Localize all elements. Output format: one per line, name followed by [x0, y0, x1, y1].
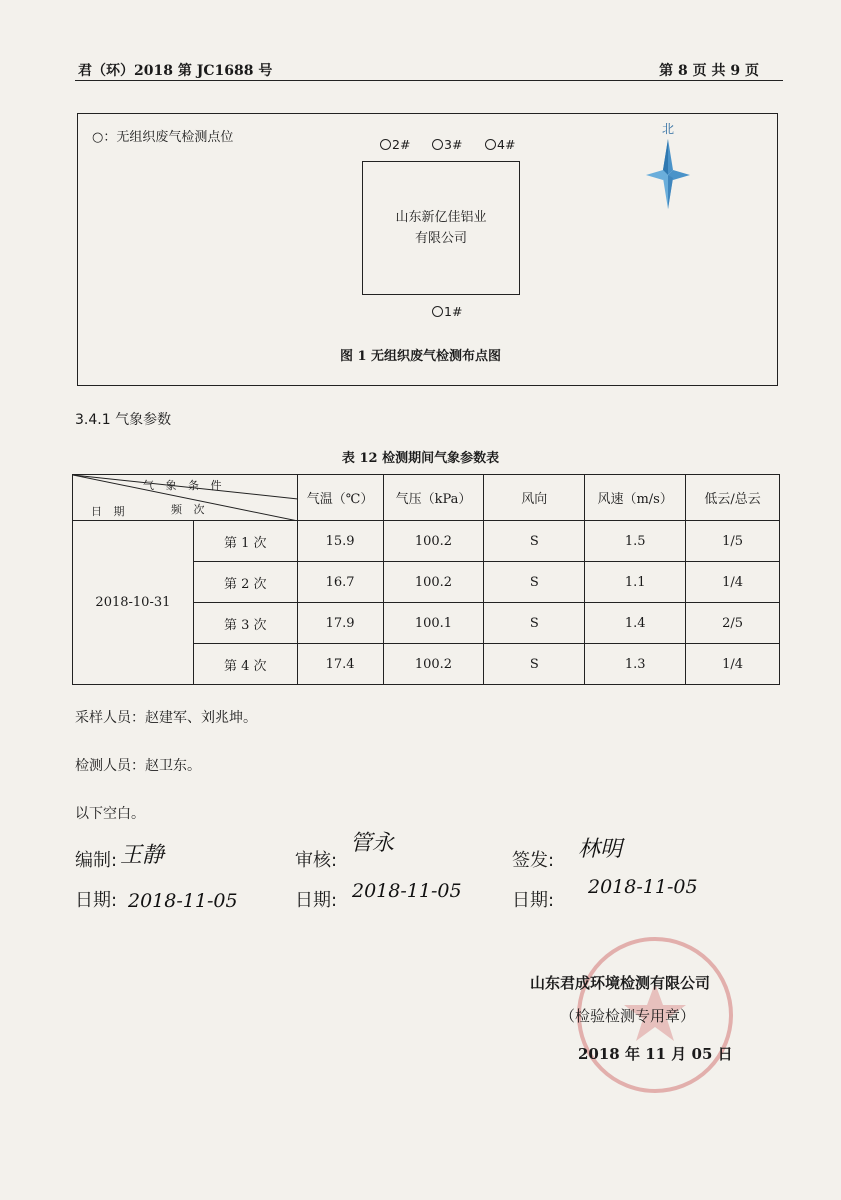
- pressure-cell: 100.1: [383, 603, 484, 644]
- table-title: 表 12 检测期间气象参数表: [341, 451, 500, 466]
- cloud-cell: 1/4: [686, 644, 780, 685]
- date-signature-2: 2018-11-05: [352, 880, 462, 902]
- diag-label-frequency: 频 次: [171, 503, 209, 516]
- issue-label: 签发:: [512, 850, 555, 871]
- diagonal-header-cell: [73, 475, 298, 521]
- issue-signature: 林明: [578, 837, 623, 862]
- sampling-staff: 采样人员：赵建军、刘兆坤。: [75, 710, 257, 726]
- col-header-wind-direction: 风向: [484, 475, 585, 521]
- freq-cell: 第 1 次: [193, 521, 297, 562]
- wind-dir-cell: S: [484, 562, 585, 603]
- diag-label-conditions: 气 象 条 件: [143, 479, 226, 492]
- review-signature: 管永: [350, 831, 395, 856]
- point-circle-icon: [432, 139, 443, 150]
- wind-speed-cell: 1.1: [585, 562, 686, 603]
- wind-dir-cell: S: [484, 603, 585, 644]
- cloud-cell: 1/5: [686, 521, 780, 562]
- freq-cell: 第 3 次: [193, 603, 297, 644]
- meteorological-table: [72, 474, 780, 685]
- document-number: 君（环）2018 第 JC1688 号: [78, 63, 273, 79]
- date-cell: 2018-10-31: [73, 521, 194, 685]
- wind-speed-cell: 1.3: [585, 644, 686, 685]
- col-header-pressure: 气压（kPa）: [383, 475, 484, 521]
- temp-cell: 17.9: [297, 603, 383, 644]
- section-title: 3.4.1 气象参数: [75, 412, 172, 428]
- north-arrow: [644, 120, 692, 215]
- date-signature-3: 2018-11-05: [588, 876, 698, 898]
- header-divider: [75, 80, 783, 81]
- monitoring-point-2: 2#: [380, 137, 410, 152]
- cloud-cell: 1/4: [686, 562, 780, 603]
- issue-date: 2018 年 11 月 05 日: [578, 1045, 733, 1063]
- figure-legend: ○：无组织废气检测点位: [92, 130, 234, 145]
- page-info: 第 8 页 共 9 页: [659, 63, 759, 79]
- col-header-cloud-cover: 低云/总云: [686, 475, 780, 521]
- wind-dir-cell: S: [484, 521, 585, 562]
- blank-note: 以下空白。: [75, 806, 145, 822]
- plant-name-line1: 山东新亿佳铝业: [395, 210, 487, 225]
- testing-staff: 检测人员：赵卫东。: [75, 758, 201, 774]
- col-header-temperature: 气温（℃）: [297, 475, 383, 521]
- figure-caption: 图 1 无组织废气检测布点图: [339, 349, 502, 364]
- date-label-2: 日期:: [295, 890, 338, 911]
- monitoring-point-4: 4#: [485, 137, 515, 152]
- date-label-3: 日期:: [512, 890, 555, 911]
- monitoring-point-1: 1#: [432, 304, 462, 319]
- col-header-wind-speed: 风速（m/s）: [585, 475, 686, 521]
- seal-purpose: （检验检测专用章）: [560, 1007, 696, 1025]
- compass-star-icon: [644, 137, 692, 211]
- compiled-label: 编制:: [75, 850, 118, 871]
- date-label-1: 日期:: [75, 890, 118, 911]
- pressure-cell: 100.2: [383, 521, 484, 562]
- temp-cell: 16.7: [297, 562, 383, 603]
- diag-label-date: 日 期: [91, 505, 129, 518]
- review-label: 审核:: [295, 850, 338, 871]
- date-signature-1: 2018-11-05: [128, 890, 238, 912]
- point-circle-icon: [380, 139, 391, 150]
- wind-dir-cell: S: [484, 644, 585, 685]
- compiled-signature: 王静: [120, 843, 165, 868]
- temp-cell: 17.4: [297, 644, 383, 685]
- wind-speed-cell: 1.5: [585, 521, 686, 562]
- table-header-row: [73, 475, 780, 521]
- cloud-cell: 2/5: [686, 603, 780, 644]
- monitoring-point-3: 3#: [432, 137, 462, 152]
- temp-cell: 15.9: [297, 521, 383, 562]
- wind-speed-cell: 1.4: [585, 603, 686, 644]
- company-name: 山东君成环境检测有限公司: [530, 974, 711, 992]
- pressure-cell: 100.2: [383, 644, 484, 685]
- point-circle-icon: [485, 139, 496, 150]
- point-circle-icon: [432, 306, 443, 317]
- plant-boundary: [362, 161, 520, 295]
- pressure-cell: 100.2: [383, 562, 484, 603]
- freq-cell: 第 2 次: [193, 562, 297, 603]
- table-row: [73, 521, 780, 562]
- freq-cell: 第 4 次: [193, 644, 297, 685]
- plant-name-line2: 有限公司: [414, 231, 467, 246]
- north-label: 北: [661, 122, 674, 136]
